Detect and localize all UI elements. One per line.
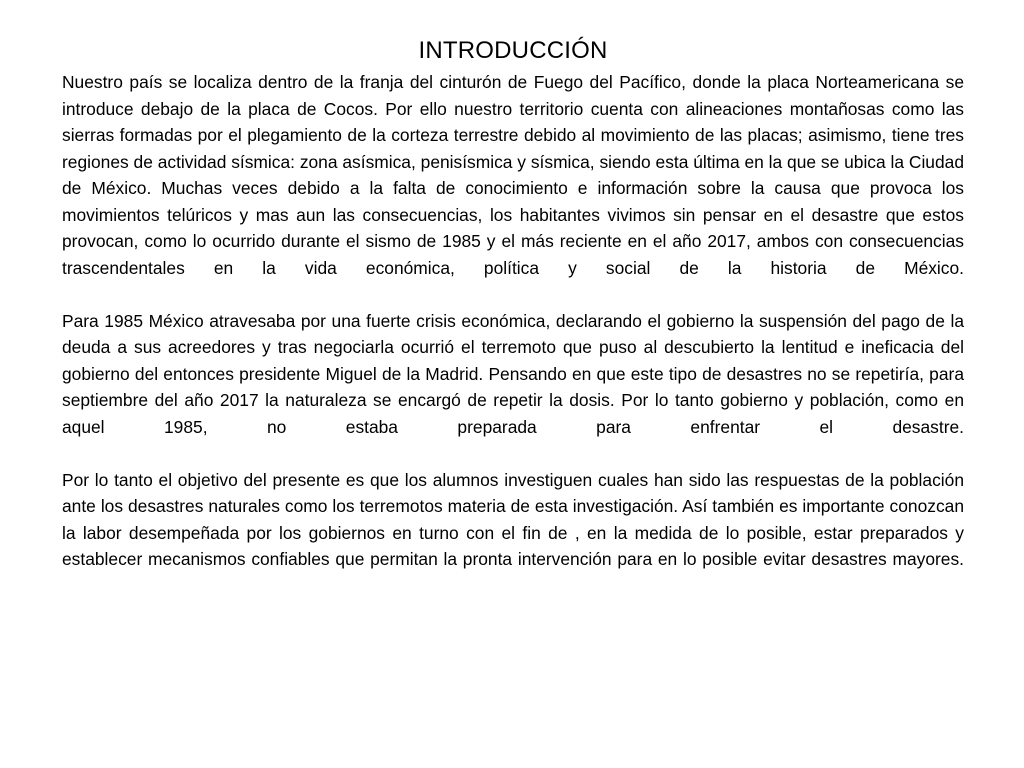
slide-content — [62, 36, 964, 573]
paragraph-1: Nuestro país se localiza dentro de la franja del cinturón de Fuego del Pacífico, donde la placa Norteamericana se introduce debajo de la placa de Cocos. Por ello nuestro territorio cuenta con alineaciones montañosas como las sierras formadas por el plegamiento de la corteza terrestre debido al movimiento de las placas; asimismo, tiene tres regiones de actividad sísmica: zona asísmica, penisísmica y sísmica, siendo esta última en la que se ubica la Ciudad de México. Muchas veces debido a la falta de conocimiento e información sobre la causa que provoca los movimientos telúricos y mas aun las consecuencias, los habitantes vivimos sin pensar en el desastre que estos provocan, como lo ocurrido durante el sismo de 1985 y el más reciente en el año 2017, ambos con consecuencias trascendentales en la vida económica, política y social de la historia de México. — [62, 72, 964, 278]
paragraph-2: Para 1985 México atravesaba por una fuerte crisis económica, declarando el gobierno la suspensión del pago de la deuda a sus acreedores y tras negociarla ocurrió el terremoto que puso al descubierto la lentitud e ineficacia del gobierno del entonces presidente Miguel de la Madrid. Pensando en que este tipo de desastres no se repetiría, para septiembre del año 2017 la naturaleza se encargó de repetir la dosis. Por lo tanto gobierno y población, como en aquel 1985, no estaba preparada para enfrentar el desastre. — [62, 310, 964, 437]
page-title: INTRODUCCIÓN — [418, 37, 608, 64]
paragraph-spacer — [62, 281, 964, 308]
paragraph-3: Por lo tanto el objetivo del presente es que los alumnos investiguen cuales han sido las respuestas de la población ante los desastres naturales como los terremotos materia de esta investigación. Así también es importante conozcan la labor desempeñada por los gobiernos en turno con el fin de , en la medida de lo posible, estar preparados y establecer mecanismos confiables que permitan la pronta intervención para en lo posible evitar desastres mayores. — [62, 469, 964, 569]
paragraph-spacer — [62, 440, 964, 467]
